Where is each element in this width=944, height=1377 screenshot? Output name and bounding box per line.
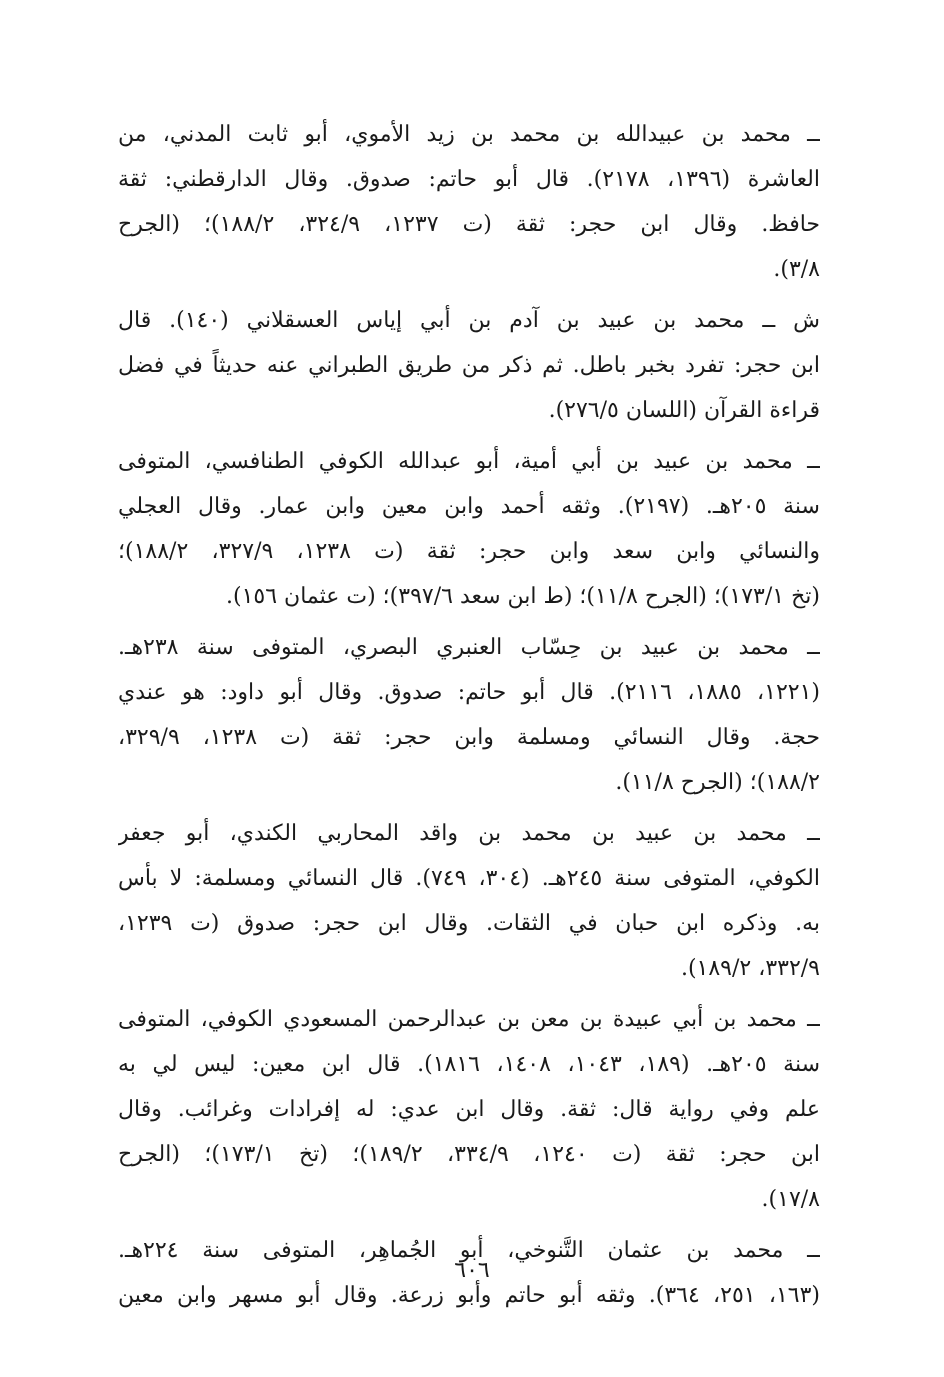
text-line: ــ محمد بن عبيدالله بن محمد بن زيد الأموي، أبو ثابت المدني، من <box>118 122 820 147</box>
entry-4 <box>118 625 820 805</box>
text-line: ١٧/٨). <box>761 1187 820 1212</box>
text-line: العاشرة (١٣٩٦، ٢١٧٨). قال أبو حاتم: صدوق. وقال الدارقطني: ثقة <box>118 167 820 192</box>
page-body <box>118 112 820 1324</box>
text-line: (١٦٣، ٢٥١، ٣٦٤). وثقه أبو حاتم وأبو زرعة. وقال أبو مسهر وابن معين <box>118 1283 820 1308</box>
entry-6 <box>118 997 820 1222</box>
text-line: ابن حجر: تفرد بخبر باطل. ثم ذكر من طريق الطبراني عنه حديثاً في فضل <box>118 353 820 378</box>
entry-1 <box>118 112 820 292</box>
text-line: حافظ. وقال ابن حجر: ثقة (ت ١٢٣٧، ٣٢٤/٩، ١٨٨/٢)؛ (الجرح <box>118 212 820 237</box>
text-line: الكوفي، المتوفى سنة ٢٤٥هـ. (٣٠٤، ٧٤٩). قال النسائي ومسلمة: لا بأس <box>118 866 820 891</box>
page-number: ٦٠٦ <box>454 1258 490 1283</box>
text-line: قراءة القرآن (اللسان ٢٧٦/٥). <box>548 398 820 423</box>
text-line: به. وذكره ابن حبان في الثقات. وقال ابن حجر: صدوق (ت ١٢٣٩، <box>118 911 820 936</box>
entry-3 <box>118 439 820 619</box>
text-line: ــ محمد بن عبيد بن حِسّاب العنبري البصري، المتوفى سنة ٢٣٨هـ. <box>118 635 820 660</box>
text-line: ابن حجر: ثقة (ت ١٢٤٠، ٣٣٤/٩، ١٨٩/٢)؛ (تخ ١٧٣/١)؛ (الجرح <box>118 1142 820 1167</box>
text-line: ٣٣٢/٩، ١٨٩/٢). <box>680 956 820 981</box>
entry-5 <box>118 811 820 991</box>
text-line: ٣/٨). <box>773 257 820 282</box>
text-line: سنة ٢٠٥هـ. (٢١٩٧). وثقه أحمد وابن معين وابن عمار. وقال العجلي <box>118 494 820 519</box>
entry-2 <box>118 298 820 433</box>
text-line: ش ــ محمد بن عبيد بن آدم بن أبي إياس العسقلاني (١٤٠). قال <box>118 308 820 333</box>
text-line: والنسائي وابن سعد وابن حجر: ثقة (ت ١٢٣٨، ٣٢٧/٩، ١٨٨/٢)؛ <box>118 539 820 564</box>
text-line: حجة. وقال النسائي ومسلمة وابن حجر: ثقة (ت ١٢٣٨، ٣٢٩/٩، <box>118 725 820 750</box>
text-line: علم وفي رواية قال: ثقة. وقال ابن عدي: له إفرادات وغرائب. وقال <box>118 1097 820 1122</box>
text-line: (١٢٢١، ١٨٨٥، ٢١١٦). قال أبو حاتم: صدوق. وقال أبو داود: هو عندي <box>118 680 820 705</box>
text-line: ــ محمد بن أبي عبيدة بن معن بن عبدالرحمن المسعودي الكوفي، المتوفى <box>118 1007 820 1032</box>
text-line: سنة ٢٠٥هـ. (١٨٩، ١٠٤٣، ١٤٠٨، ١٨١٦). قال ابن معين: ليس لي به <box>118 1052 820 1077</box>
text-line: ــ محمد بن عثمان التَّنوخي، أبو الجُماهِر، المتوفى سنة ٢٢٤هـ. <box>118 1238 820 1263</box>
text-line: ــ محمد بن عبيد بن أبي أمية، أبو عبدالله الكوفي الطنافسي، المتوفى <box>118 449 820 474</box>
text-line: ــ محمد بن عبيد بن محمد بن واقد المحاربي الكندي، أبو جعفر <box>118 821 820 846</box>
text-line: (تخ ١٧٣/١)؛ (الجرح ١١/٨)؛ (ط ابن سعد ٣٩٧/٦)؛ (ت عثمان ١٥٦). <box>226 584 820 609</box>
text-line: ١٨٨/٢)؛ (الجرح ١١/٨). <box>615 770 820 795</box>
